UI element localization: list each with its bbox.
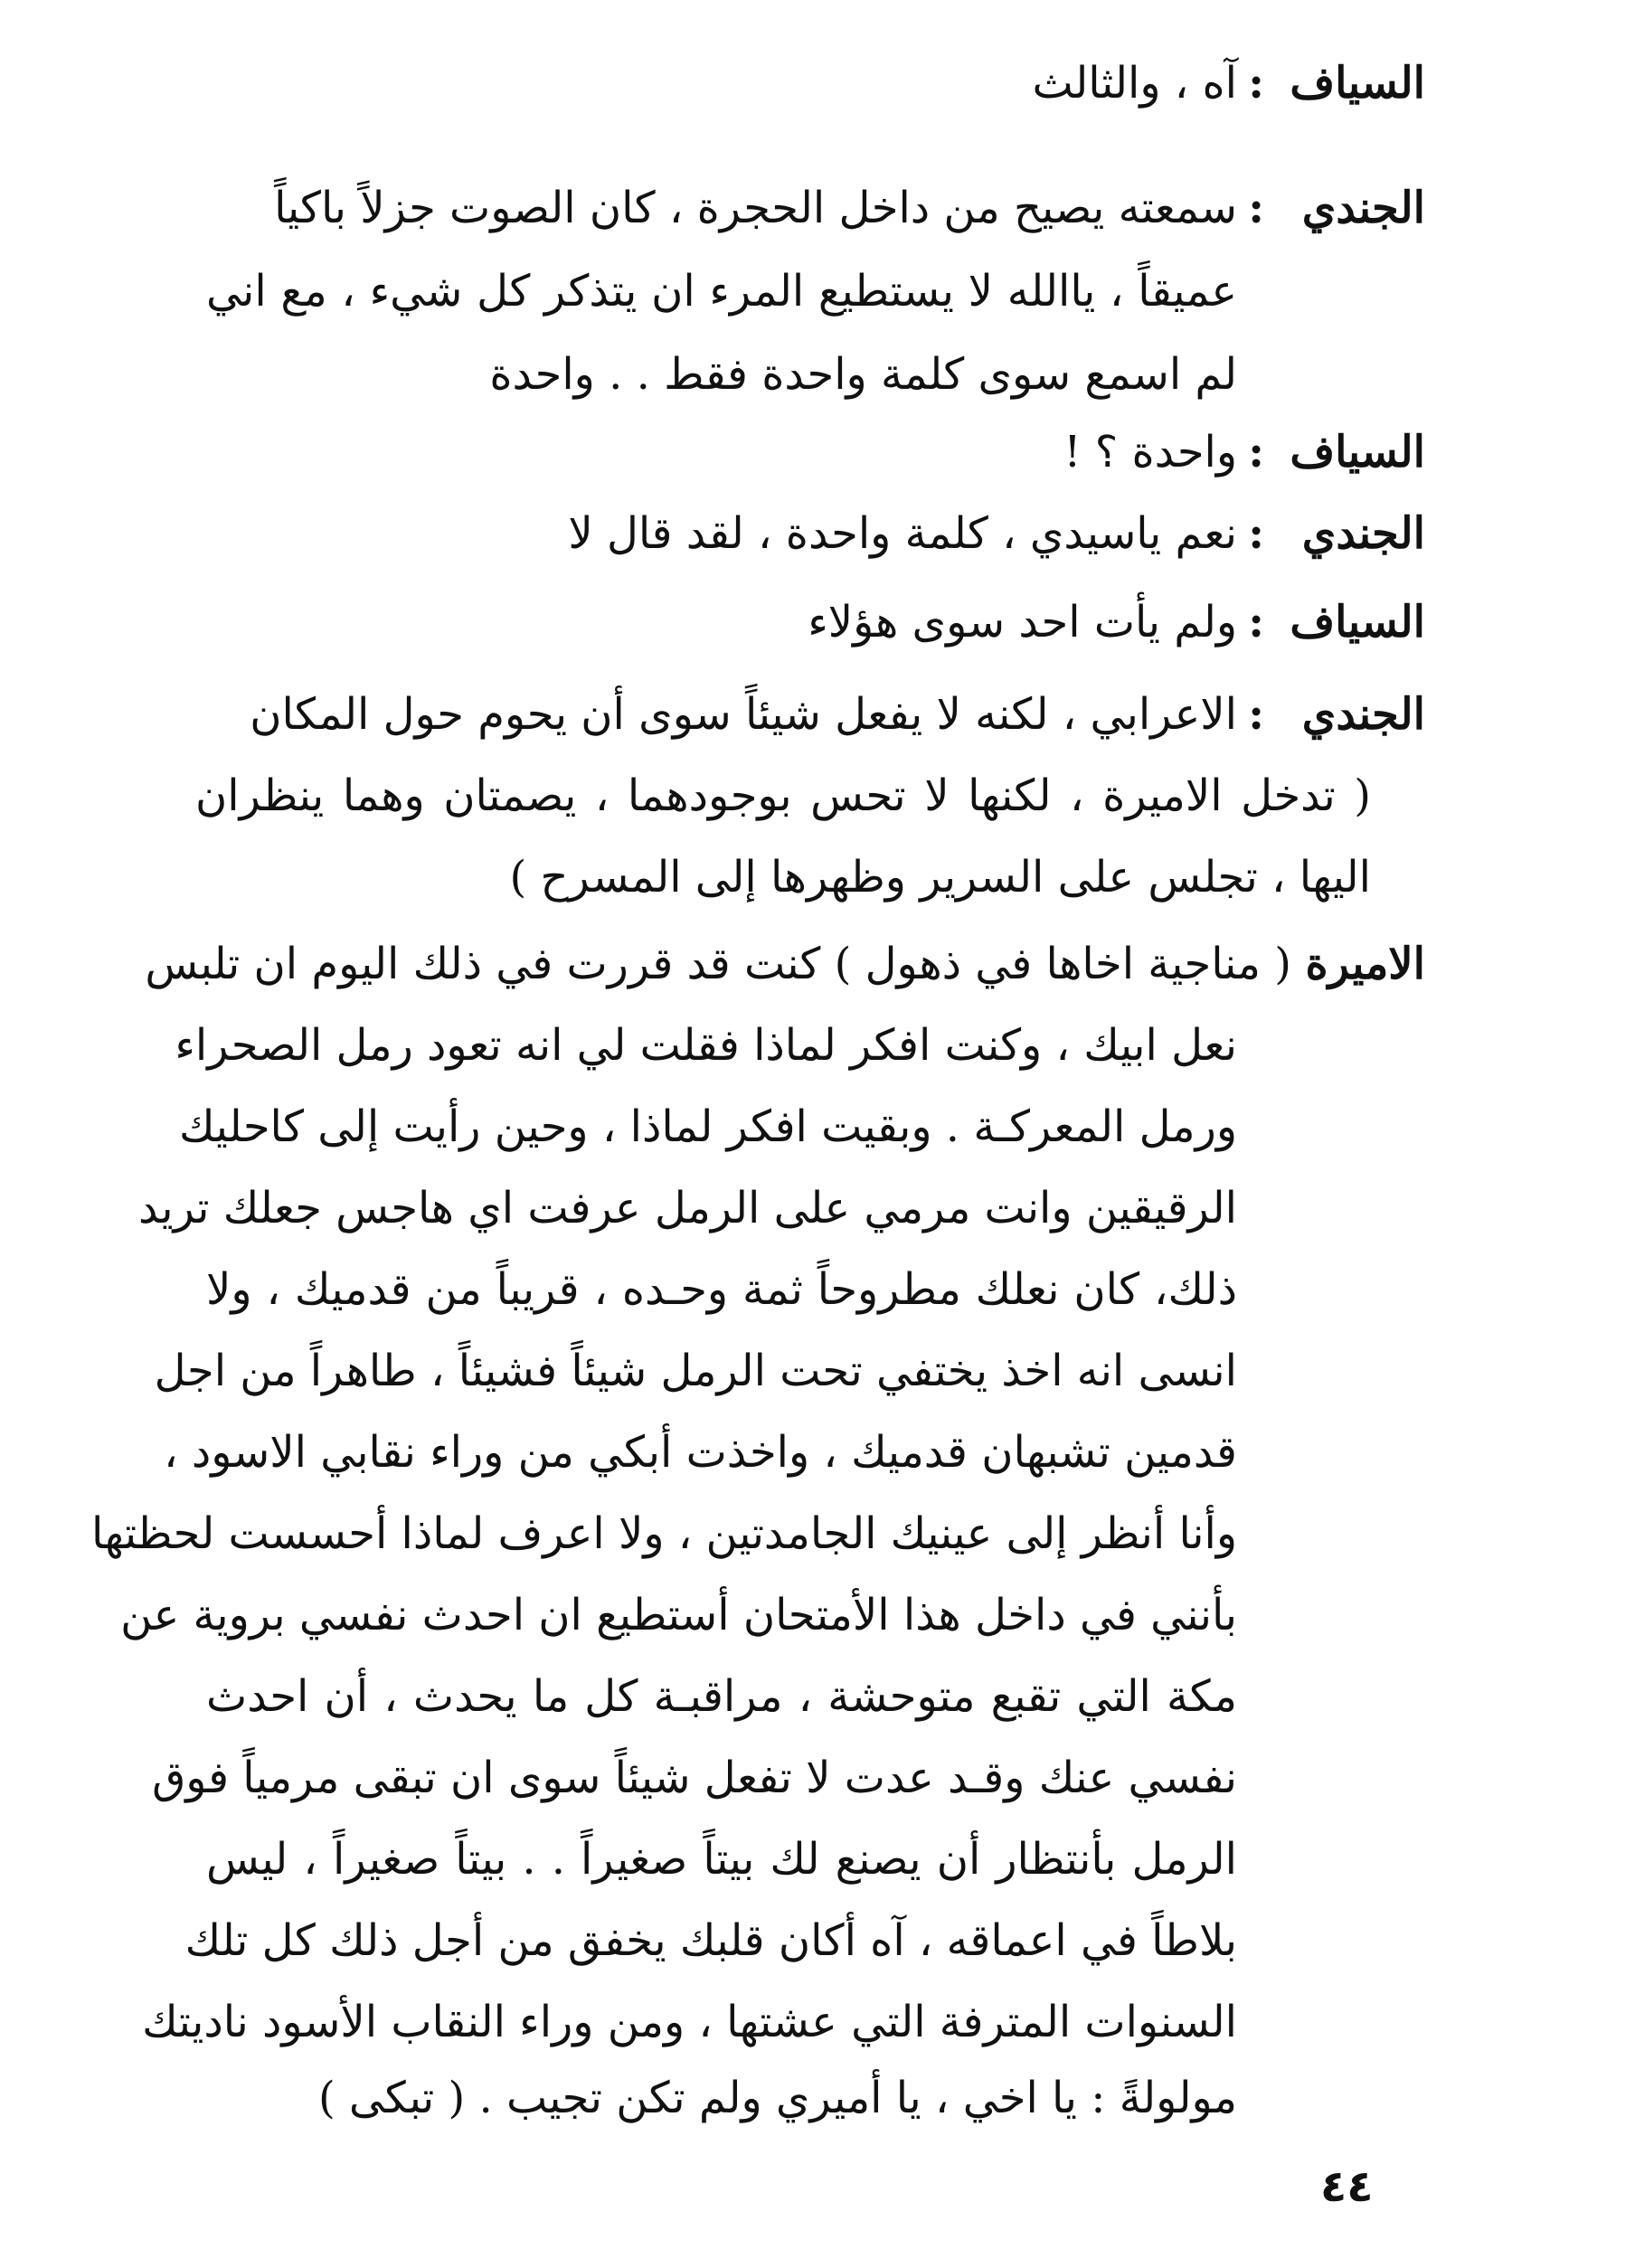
- speaker-name: الجندي: [1301, 183, 1425, 233]
- monologue-text: بأنني في داخل هذا الأمتحان أستطيع ان احدث نفسي بروية عن: [120, 1590, 1237, 1640]
- stage-direction-text: ( تدخل الاميرة ، لكنها لا تحس بوجودهما ، يصمتان وهما ينظران: [195, 770, 1371, 821]
- monologue-text: ذلك، كان نعلك مطروحاً ثمة وحـده ، قريباً من قدميك ، ولا: [206, 1264, 1237, 1315]
- dialogue-text: الاعرابي ، لكنه لا يفعل شيئاً سوى أن يحوم حول المكان: [250, 689, 1237, 740]
- speaker-colon: :: [1248, 508, 1264, 559]
- speaker-name: الجندي: [1301, 508, 1425, 559]
- monologue-text: بلاطاً في اعماقه ، آه أكان قلبك يخفق من أجل ذلك كل تلك: [184, 1915, 1237, 1966]
- speaker-colon: :: [1248, 427, 1264, 477]
- monologue-text: قدمين تشبهان قدميك ، واخذت أبكي من وراء نقابي الاسود ،: [164, 1427, 1237, 1478]
- monologue-text: نعل ابيك ، وكنت افكر لماذا فقلت لي انه تعود رمل الصحراء: [175, 1020, 1237, 1071]
- monologue-text: ( مناجية اخاها في ذهول ) كنت قد قررت في ذلك اليوم ان تلبس: [145, 939, 1291, 989]
- dialogue-text: واحدة ؟ !: [1063, 427, 1237, 477]
- monologue-text: الرمل بأنتظار أن يصنع لك بيتاً صغيراً . . بيتاً صغيراً ، ليس: [206, 1834, 1237, 1885]
- monologue-text: السنوات المترفة التي عشتها ، ومن وراء النقاب الأسود ناديتك: [142, 1997, 1237, 2047]
- speaker-name: الاميرة: [1305, 939, 1425, 989]
- stage-direction-text: اليها ، تجلس على السرير وظهرها إلى المسرح ): [509, 852, 1371, 902]
- speaker-colon: :: [1248, 689, 1264, 740]
- dialogue-text: عميقاً ، ياالله لا يستطيع المرء ان يتذكر كل شيء ، مع اني: [206, 266, 1237, 317]
- speaker-colon: :: [1248, 183, 1264, 233]
- speaker-name: السياف: [1290, 58, 1425, 109]
- speaker-colon: :: [1248, 597, 1264, 647]
- monologue-text: مولولةً : يا اخي ، يا أميري ولم تكن تجيب . ( تبكى ): [317, 2073, 1237, 2123]
- page-number: ٤٤: [1320, 2161, 1374, 2212]
- speaker-name: السياف: [1290, 427, 1425, 477]
- monologue-text: نفسي عنك وقـد عدت لا تفعل شيئاً سوى ان تبقى مرمياً فوق: [152, 1753, 1237, 1803]
- dialogue-text: لم اسمع سوى كلمة واحدة فقط . . واحدة: [489, 349, 1237, 400]
- speaker-name: السياف: [1290, 597, 1425, 647]
- monologue-text: انسى انه اخذ يختفي تحت الرمل شيئاً فشيئاً ، طاهراً من اجل: [154, 1346, 1237, 1396]
- monologue-text: الرقيقين وانت مرمي على الرمل عرفت اي هاجس جعلك تريد: [138, 1183, 1237, 1233]
- speaker-name: الجندي: [1301, 689, 1425, 740]
- dialogue-text: آه ، والثالث: [1032, 58, 1237, 109]
- dialogue-text: ولم يأت احد سوى هؤلاء: [808, 597, 1237, 647]
- dialogue-text: سمعته يصيح من داخل الحجرة ، كان الصوت جزلاً باكياً: [274, 183, 1237, 233]
- monologue-text: مكة التي تقبع متوحشة ، مراقبـة كل ما يحدث ، أن احدث: [206, 1671, 1237, 1722]
- monologue-text: وأنا أنظر إلى عينيك الجامدتين ، ولا اعرف لماذا أحسست لحظتها: [91, 1508, 1237, 1559]
- speaker-colon: :: [1248, 58, 1264, 109]
- dialogue-text: نعم ياسيدي ، كلمة واحدة ، لقد قال لا: [568, 508, 1237, 559]
- monologue-text: ورمل المعركـة . وبقيت افكر لماذا ، وحين رأيت إلى كاحليك: [179, 1101, 1237, 1152]
